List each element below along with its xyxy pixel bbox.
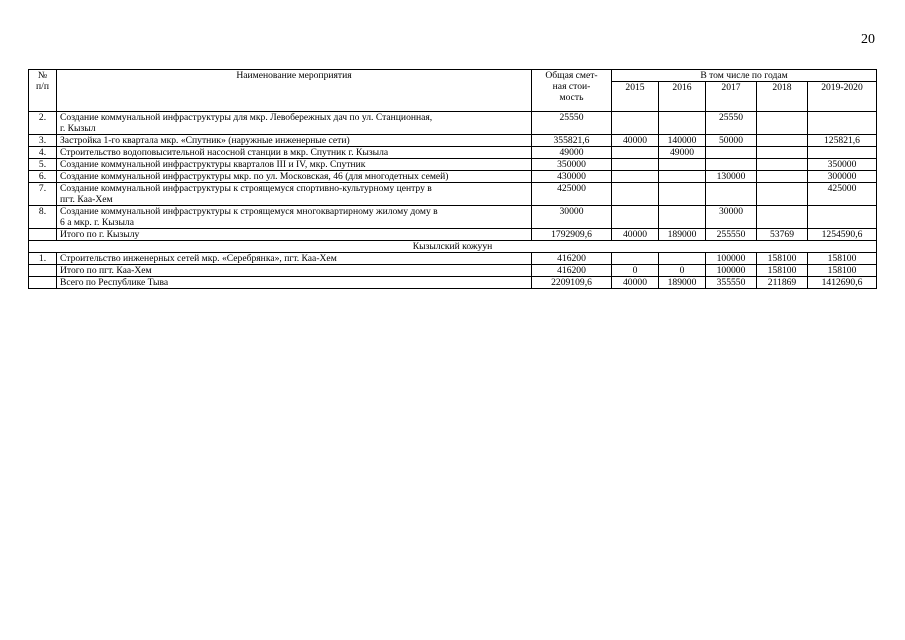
row-no: 8.: [29, 206, 57, 229]
row-2018: [757, 206, 808, 229]
row-2019-2020: 125821,6: [808, 135, 877, 147]
col-header-name: Наименование мероприятия: [57, 70, 532, 112]
row-no: 3.: [29, 135, 57, 147]
row-name: Создание коммунальной инфраструктуры кварталов III и IV, мкр. Спутник: [57, 159, 532, 171]
table-row: [29, 183, 877, 206]
row-2017: 25550: [706, 112, 757, 135]
row-2017: 130000: [706, 171, 757, 183]
subtotal-label: Итого по г. Кызылу: [57, 229, 532, 241]
col-header-2015: 2015: [612, 82, 659, 112]
budget-table: [28, 69, 877, 289]
grand-total-label: Всего по Республике Тыва: [57, 277, 532, 289]
row-no: 6.: [29, 171, 57, 183]
col-header-2018: 2018: [757, 82, 808, 112]
row-2018: [757, 183, 808, 206]
table-row: [29, 147, 877, 159]
row-total: 355821,6: [532, 135, 612, 147]
col-header-no: № п/п: [29, 70, 57, 112]
row-name: Строительство водоповысительной насосной станции в мкр. Спутник г. Кызыла: [57, 147, 532, 159]
col-header-2016: 2016: [659, 82, 706, 112]
row-total: 416200: [532, 253, 612, 265]
row-2017: [706, 159, 757, 171]
subtotal-2019-2020: 1254590,6: [808, 229, 877, 241]
row-2018: [757, 147, 808, 159]
subtotal-total: 1792909,6: [532, 229, 612, 241]
row-name: Создание коммунальной инфраструктуры для мкр. Левобережных дач по ул. Станционная, г. Кызыл: [57, 112, 532, 135]
row-2019-2020: 300000: [808, 171, 877, 183]
row-no: 5.: [29, 159, 57, 171]
row-2016: [659, 206, 706, 229]
row-name: Застройка 1-го квартала мкр. «Спутник» (наружные инженерные сети): [57, 135, 532, 147]
subtotal-2019-2020: 158100: [808, 265, 877, 277]
row-2016: [659, 159, 706, 171]
row-2016: 49000: [659, 147, 706, 159]
col-header-2019-2020: 2019-2020: [808, 82, 877, 112]
subtotal-row-kaakhem: [29, 265, 877, 277]
subtotal-2015: 40000: [612, 229, 659, 241]
row-2015: [612, 171, 659, 183]
row-2017: 30000: [706, 206, 757, 229]
row-total: 350000: [532, 159, 612, 171]
row-name: Создание коммунальной инфраструктуры к строящемуся спортивно-культурному центру в пгт. Каа-Хем: [57, 183, 532, 206]
row-2018: [757, 135, 808, 147]
row-total: 425000: [532, 183, 612, 206]
row-name: Строительство инженерных сетей мкр. «Серебрянка», пгт. Каа-Хем: [57, 253, 532, 265]
row-2018: [757, 171, 808, 183]
row-2017: 100000: [706, 253, 757, 265]
row-2015: [612, 253, 659, 265]
row-2016: [659, 112, 706, 135]
row-no: 4.: [29, 147, 57, 159]
section-header-row: [29, 241, 877, 253]
table-row: [29, 171, 877, 183]
row-no: 2.: [29, 112, 57, 135]
row-2015: [612, 112, 659, 135]
row-2018: [757, 112, 808, 135]
row-2019-2020: [808, 147, 877, 159]
table-row: [29, 159, 877, 171]
grand-total-2018: 211869: [757, 277, 808, 289]
row-2015: [612, 206, 659, 229]
col-header-total-cost: Общая смет- ная стои- мость: [532, 70, 612, 112]
row-2015: [612, 147, 659, 159]
row-2016: 140000: [659, 135, 706, 147]
subtotal-2017: 100000: [706, 265, 757, 277]
col-header-2017: 2017: [706, 82, 757, 112]
subtotal-total: 416200: [532, 265, 612, 277]
row-2018: 158100: [757, 253, 808, 265]
row-2019-2020: 350000: [808, 159, 877, 171]
row-2015: 40000: [612, 135, 659, 147]
row-total: 30000: [532, 206, 612, 229]
row-no: 7.: [29, 183, 57, 206]
row-2019-2020: 425000: [808, 183, 877, 206]
row-name: Создание коммунальной инфраструктуры мкр. по ул. Московская, 46 (для многодетных семей): [57, 171, 532, 183]
subtotal-no: [29, 229, 57, 241]
page-number: 20: [861, 32, 875, 47]
row-2019-2020: [808, 206, 877, 229]
row-2017: 50000: [706, 135, 757, 147]
row-2016: [659, 171, 706, 183]
row-2017: [706, 147, 757, 159]
row-no: 1.: [29, 253, 57, 265]
subtotal-2018: 158100: [757, 265, 808, 277]
row-2019-2020: 158100: [808, 253, 877, 265]
grand-total-2016: 189000: [659, 277, 706, 289]
grand-total-2017: 355550: [706, 277, 757, 289]
row-total: 430000: [532, 171, 612, 183]
header-row-1: [29, 70, 877, 82]
row-2018: [757, 159, 808, 171]
row-2017: [706, 183, 757, 206]
subtotal-no: [29, 265, 57, 277]
row-2016: [659, 253, 706, 265]
table-row: [29, 135, 877, 147]
subtotal-label: Итого по пгт. Каа-Хем: [57, 265, 532, 277]
grand-total-no: [29, 277, 57, 289]
subtotal-2015: 0: [612, 265, 659, 277]
subtotal-2016: 0: [659, 265, 706, 277]
subtotal-2016: 189000: [659, 229, 706, 241]
table-row: [29, 112, 877, 135]
grand-total-row: [29, 277, 877, 289]
col-header-by-years: В том числе по годам: [612, 70, 877, 82]
row-2015: [612, 183, 659, 206]
row-total: 49000: [532, 147, 612, 159]
row-2016: [659, 183, 706, 206]
subtotal-2018: 53769: [757, 229, 808, 241]
row-total: 25550: [532, 112, 612, 135]
section-title-kozhuun: Кызылский кожуун: [29, 241, 877, 253]
grand-total-2015: 40000: [612, 277, 659, 289]
subtotal-row-kyzyl: [29, 229, 877, 241]
row-2015: [612, 159, 659, 171]
grand-total-total: 2209109,6: [532, 277, 612, 289]
row-2019-2020: [808, 112, 877, 135]
grand-total-2019-2020: 1412690,6: [808, 277, 877, 289]
subtotal-2017: 255550: [706, 229, 757, 241]
row-name: Создание коммунальной инфраструктуры к строящемуся многоквартирному жилому дому в 6 а мкр. г. Кызыла: [57, 206, 532, 229]
table-row: [29, 253, 877, 265]
table-row: [29, 206, 877, 229]
